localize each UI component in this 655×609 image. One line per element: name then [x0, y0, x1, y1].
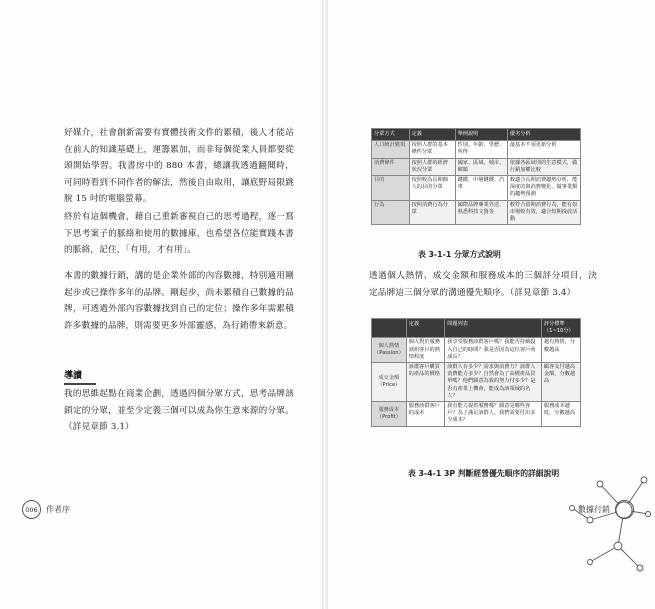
body-paragraph: 終於有這個機會，藉自己重新審視自己的思考過程，逐一寫下思考案子的脈絡和使用的數據庫，也希望各位能實踐本書的脈絡，記住，「有用，才有用」。: [64, 212, 294, 255]
table-cell: 國際品牌專業外送、熟悉科技文資等: [455, 200, 507, 225]
table-cell: 成交金額（Price）: [372, 363, 407, 402]
table-cell: 我有能力提供服務嗎？願意是哪些客戶？為了滿足該群人，我們需要付出多少成本？: [445, 402, 542, 427]
table-caption: 表 3-4-1 3P 判斷經營優先順序的詳細說明: [408, 469, 560, 478]
table-cell: 該群人有多少？需求與消費力？該群人消費能力多少？自然會為了高價產品買單嗎？他們願意為我的努力付多少？是否有產業上機會，能成為該領域的名人？: [445, 363, 542, 402]
table-cell: 越有熱情，分數越高: [541, 338, 580, 363]
body-paragraph: 我的思維起點在商業企劃，透過四個分眾方式，思考品牌該鎖定的分眾，並至少定義三個可以成為你生意來源的分眾。（詳見章節 3.1）: [64, 389, 294, 432]
table-cell: 顧客支付越高金額，分數越高: [541, 363, 580, 402]
body-paragraph: 好媒介，社會創新需要有實體技術文件的累積，後人才能站在前人的知識基礎上，運籌累加，而非每個從業人員都要從頭開始學習。我書房中的 880 本書，總讓我透過翻閱時，可同時看到不同作者的解法，然後自由取用，讓底野局限跳脫 15 吋的電腦螢幕。: [64, 128, 294, 204]
table-header: 評分標準（1~10分）: [541, 319, 580, 338]
table-row: [372, 402, 581, 427]
running-title: 數據行銷: [578, 505, 610, 514]
table-cell: 個人對於服務該組客戶的熱情程度: [406, 338, 444, 363]
left-page: [0, 0, 322, 609]
table-cell: 服務成本（Profit）: [372, 402, 407, 427]
table-header: 分眾方式: [372, 129, 410, 141]
left-folio: [22, 500, 70, 519]
table-row: [372, 176, 581, 201]
table-cell: 服務該群客戶的成本: [406, 402, 444, 427]
table-cell: 消費條件: [372, 158, 410, 175]
table-header: 優劣分析: [507, 129, 580, 141]
table-cell: 較適合長期消費趨勢分析，能深度的與消費變化，做事業類的趨勢預測: [507, 176, 580, 201]
table-row: [372, 141, 581, 158]
section-heading: [64, 368, 96, 385]
network-decoration-icon: [560, 470, 652, 580]
table-cell: 按照消費行為分眾: [409, 200, 455, 225]
segmentation-table: [371, 128, 581, 225]
body-paragraph: 透過個人熱情、成交金額和服務成本的三個評分項目，決定品牌這三個分眾的溝通優先順序。（詳見章節 3.4）: [369, 271, 597, 298]
table-cell: 按照人群的基本條件分眾: [409, 141, 455, 158]
table-cell: 最基本不須更新分析: [507, 141, 580, 158]
table-cell: 性別、年齡、學歷、所得: [455, 141, 507, 158]
table-cell: 較符合當期消費行為，能有如市場較有效，適合短期投放活動: [507, 200, 580, 225]
body-paragraph: 本書的數據行銷，講的是企業外部的內容數據，特別適用剛起步或已操作多年的品牌。剛起步，尚未累積自己數據的品牌，可透過外部內容數據找到自己的定位；操作多年需累積許多數據的品牌，則需要更多外部靈感，為行銷帶來新意。: [64, 271, 294, 331]
table-header: 問題列表: [445, 319, 542, 338]
table-row: [372, 363, 581, 402]
table-header: 定義: [406, 319, 444, 338]
table-cell: 個人熱情（Passion）: [372, 338, 407, 363]
table-cell: 我享受服務該群客戶嗎？我能否持續投入自己的時間？我是否因為這位客戶而成長？: [445, 338, 542, 363]
page-number: 006: [22, 500, 41, 519]
table-row: [372, 158, 581, 175]
table-cell: 依據各區域別的生意模式，做行銷加權比較: [507, 158, 580, 175]
table-row: [372, 338, 581, 363]
table-cell: 目的: [372, 176, 410, 201]
table-cell: 鍵鍵、中層鍵鍵、汽車: [455, 176, 507, 201]
table-cell: 按照較為長期個人的目的分眾: [409, 176, 455, 201]
table-cell: 行為: [372, 200, 410, 225]
table-cell: 國家、區域、城市、鄉鎮: [455, 158, 507, 175]
table-header: 舉例說明: [455, 129, 507, 141]
section-heading-text: 導讀: [64, 371, 83, 381]
table-cell: 按照人群的經濟狀況分眾: [409, 158, 455, 175]
heading-underline: [64, 383, 96, 385]
table-caption: 表 3-1-1 分眾方式說明: [418, 250, 501, 259]
table-cell: 人口統計變項: [372, 141, 410, 158]
running-title: 作者序: [46, 505, 70, 514]
priority-table: [371, 318, 581, 427]
table-row: [372, 200, 581, 225]
table-cell: 該群客戶購買的產品的價格: [406, 363, 444, 402]
table-cell: 服務成本越低，分數越高: [541, 402, 580, 427]
table-header: [372, 319, 407, 338]
table-header: 定義: [409, 129, 455, 141]
